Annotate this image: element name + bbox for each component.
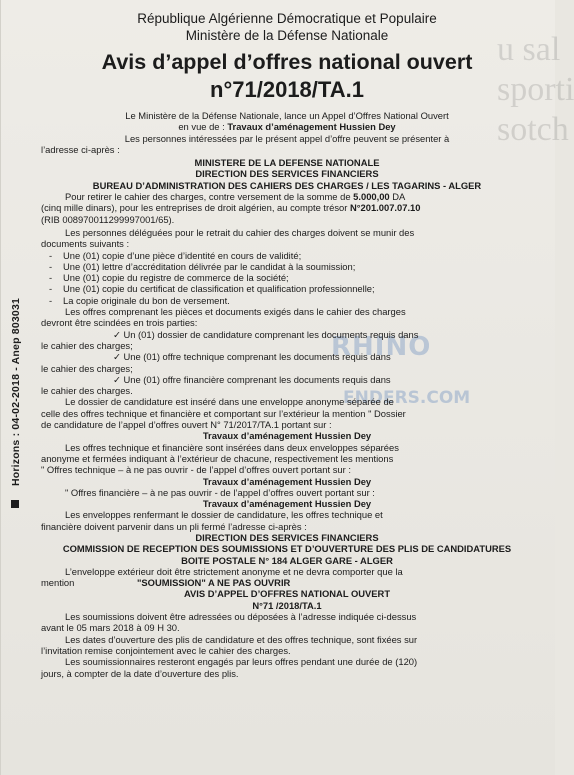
sep-line: anonyme et fermées indiquant à l’extérieur de chacune, respectivement les mentions (41, 452, 394, 464)
project-name-line: Travaux d’aménagement Hussien Dey (202, 430, 372, 442)
ministry-header: Ministère de la Défense Nationale (185, 28, 389, 43)
sep-line: Les offres technique et financière sont insérées dans deux enveloppes séparées (65, 441, 399, 453)
project-name-line: Travaux d’aménagement Hussien Dey (202, 498, 372, 510)
dates-line: l’invitation remise conjointement avec le cahier des charges. (41, 644, 291, 656)
part-line: le cahier des charges. (41, 385, 133, 397)
sep-line: " Offres technique – à ne pas ouvrir - de l’appel d’offres ouvert portant sur : (41, 464, 351, 476)
part-line: ✓ Une (01) offre technique comprenant les documents requis dans (113, 351, 391, 363)
fee-amount: 5.000,00 (353, 191, 390, 203)
address-line: DIRECTION DES SERVICES FINANCIERS (195, 168, 379, 180)
document-item-text: Une (01) copie d’une pièce d’identité en cours de validité; (63, 249, 302, 261)
part-line: le cahier des charges; (41, 339, 133, 351)
notice-number: n°71/2018/TA.1 (210, 77, 364, 102)
ext-text: mention (41, 577, 77, 589)
notice-title: Avis d’appel d’offres national ouvert (101, 50, 473, 74)
document-list-item: - La copie originale du bon de versement. (49, 294, 230, 306)
soum-line: Les soumissions doivent être adressées ou déposées à l’adresse indiquée ci-dessus (65, 611, 417, 623)
document-item-text: Une (01) lettre d’accréditation délivrée par le candidat à la soumission; (63, 260, 356, 272)
retrait-line (41, 202, 533, 213)
dossier-line: Le dossier de candidature est inséré dans une enveloppe anonyme séparée de (65, 396, 394, 408)
address-line: BUREAU D’ADMINISTRATION DES CAHIERS DES CHARGES / LES TAGARINS - ALGER (92, 179, 482, 191)
intro-line (41, 121, 533, 132)
bleed-line: u sal (497, 31, 561, 68)
env-line: Les enveloppes renfermant le dossier de candidature, les offres technique et (65, 509, 383, 521)
side-label-text: Horizons : 04-02-2018 - Anep 803031 (10, 297, 22, 487)
direction-line: COMMISSION DE RECEPTION DES SOUMISSIONS ET D’OUVERTURE DES PLIS DE CANDIDATURES (62, 543, 512, 555)
ext-line: L’enveloppe extérieur doit être strictement anonyme et ne devra comporter que la (65, 565, 403, 577)
ext-line (41, 577, 533, 588)
eng-line: jours, à compter de la date d’ouverture des plis. (41, 667, 239, 679)
dossier-line: de candidature de l’appel d’offres ouvert N° 71/2017/TA.1 portant sur : (41, 419, 332, 431)
part-line: le cahier des charges; (41, 362, 133, 374)
treasury-account: N°201.007.07.10 (350, 202, 421, 214)
intro-line: Le Ministère de la Défense Nationale, lance un Appel d’Offres National Ouvert (125, 110, 449, 121)
document-item-text: Une (01) copie du certificat de classification et qualification professionnelle; (63, 283, 375, 295)
deleg-line: documents suivants : (41, 238, 130, 250)
retrait-line (41, 191, 533, 202)
intro-line: Les personnes intéressées par le présent appel d’offre peuvent se présenter à (124, 132, 450, 144)
part-line: ✓ Une (01) offre financière comprenant les documents requis dans (113, 373, 391, 385)
retrait-line: (RIB 008970011299997001/65). (41, 213, 175, 225)
part-line: ✓ Un (01) dossier de candidature comprenant les documents requis dans (113, 328, 419, 340)
env-line: financière doivent parvenir dans un pli fermé l’adresse ci-après : (41, 520, 307, 532)
fin-line: " Offres financière – à ne pas ouvrir - de l’appel d’offres ouvert portant sur : (65, 486, 375, 498)
offres-line: devront être scindées en trois parties: (41, 317, 198, 329)
document-list-item: - Une (01) copie du registre de commerce de la société; (49, 272, 289, 284)
intro-line: l’adresse ci-après : (41, 143, 120, 155)
dates-line: Les dates d’ouverture des plis de candidature et des offres technique, sont fixées sur (65, 633, 418, 645)
project-name-line: Travaux d’aménagement Hussien Dey (202, 475, 372, 487)
document-list-item: - Une (01) copie du certificat de classification et qualification professionnelle; (49, 283, 375, 295)
retrait-text: (cinq mille dinars), pour les entreprises de droit algérien, au compte trésor (41, 202, 350, 214)
document-list-item: - Une (01) lettre d’accréditation délivrée par le candidat à la soumission; (49, 260, 356, 272)
ext-line: AVIS D’APPEL D’OFFRES NATIONAL OUVERT (183, 588, 391, 600)
intro-text: en vue de : (178, 121, 228, 133)
soum-line: avant le 05 mars 2018 à 09 H 30. (41, 622, 180, 634)
notice-body (41, 110, 533, 679)
bleed-line: sporti (497, 71, 574, 108)
soumission-mention: "SOUMISSION" A NE PAS OUVRIR (136, 577, 291, 589)
side-bullet-icon (11, 500, 19, 508)
republic-header: République Algérienne Démocratique et Populaire (137, 11, 437, 26)
watermark-line-2: ENDERS.COM (343, 388, 471, 408)
watermark-line-1: RHINO (331, 332, 432, 362)
offres-line: Les offres comprenant les pièces et documents exigés dans le cahier des charges (65, 306, 406, 318)
dossier-line: celle des offres technique et financière et comportant sur l’extérieur la mention " Dossier (41, 407, 406, 419)
address-line: MINISTERE DE LA DEFENSE NATIONALE (194, 157, 380, 169)
direction-line: DIRECTION DES SERVICES FINANCIERS (195, 531, 379, 543)
side-label (3, 262, 29, 522)
document-item-text: La copie originale du bon de versement. (63, 294, 230, 306)
notice-content (41, 10, 533, 679)
document-item-text: Une (01) copie du registre de commerce de la société; (63, 272, 289, 284)
document-list-item: - Une (01) copie d’une pièce d’identité en cours de validité; (49, 249, 302, 261)
eng-line: Les soumissionnaires resteront engagés par leurs offres pendant une durée de (120) (65, 656, 418, 668)
fee-currency: DA (389, 191, 406, 203)
project-name: Travaux d’aménagement Hussien Dey (227, 121, 396, 133)
direction-line: BOITE POSTALE N° 184 ALGER GARE - ALGER (181, 554, 393, 566)
retrait-text: Pour retirer le cahier des charges, contre versement de la somme de (65, 191, 354, 203)
deleg-line: Les personnes déléguées pour le retrait du cahier des charges doivent se munir des (65, 226, 415, 238)
ext-line: N°71 /2018/TA.1 (252, 599, 322, 611)
bleed-line: sotch (497, 111, 569, 148)
